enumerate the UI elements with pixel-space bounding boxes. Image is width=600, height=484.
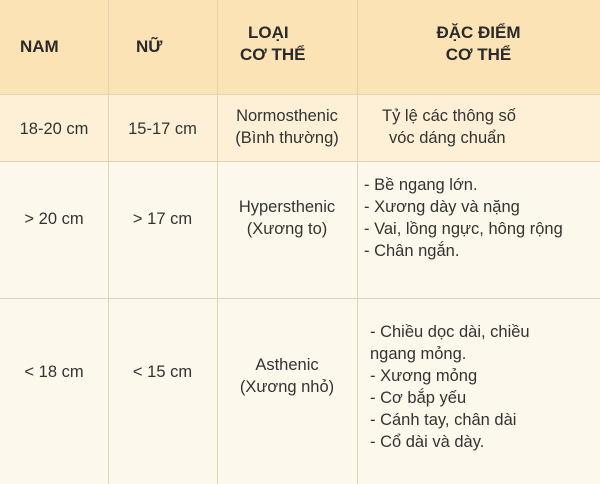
- row2-nam: > 20 cm: [24, 210, 84, 228]
- row1-nu: 15-17 cm: [128, 120, 197, 138]
- trait-line: - Bề ngang lớn.: [364, 176, 478, 194]
- header-loai: [240, 22, 306, 66]
- trait-line: vóc dáng chuẩn: [389, 129, 506, 147]
- trait-line: - Chiều dọc dài, chiều: [370, 323, 530, 341]
- trait-line: ngang mỏng.: [370, 345, 467, 363]
- row-divider: [0, 161, 600, 162]
- row3-nu: < 15 cm: [132, 363, 193, 381]
- row2-traits: [364, 174, 563, 262]
- row2-type: [217, 196, 357, 240]
- row3-traits: [370, 321, 530, 453]
- header-loai-line1: LOẠI: [248, 23, 289, 42]
- row1-type-en: Normosthenic: [236, 107, 338, 125]
- trait-line: - Xương mỏng: [370, 367, 478, 385]
- column-divider: [217, 0, 218, 484]
- trait-line: Tỷ lệ các thông số: [382, 107, 516, 125]
- trait-line: - Vai, lồng ngực, hông rộng: [364, 220, 563, 238]
- header-dacdiem: [357, 22, 600, 66]
- header-nam: NAM: [20, 37, 59, 56]
- header-nu: NỮ: [136, 37, 163, 56]
- row-divider: [0, 94, 600, 95]
- column-divider: [357, 0, 358, 484]
- column-divider: [108, 0, 109, 484]
- row3-nam: < 18 cm: [24, 363, 84, 381]
- trait-line: - Cơ bắp yếu: [370, 389, 467, 407]
- row1-type: [217, 105, 357, 149]
- trait-line: - Xương dày và nặng: [364, 198, 520, 216]
- row3-type-en: Asthenic: [255, 356, 319, 374]
- row-divider: [0, 298, 600, 299]
- row2-nu: > 17 cm: [132, 210, 193, 228]
- row1-traits: [382, 105, 516, 149]
- header-loai-line2: CƠ THỂ: [240, 45, 306, 64]
- row3-type-vi: (Xương nhỏ): [239, 378, 335, 396]
- trait-line: - Cánh tay, chân dài: [370, 411, 517, 429]
- row2-type-en: Hypersthenic: [238, 198, 336, 216]
- row1-nam: 18-20 cm: [19, 120, 89, 138]
- header-dacdiem-line1: ĐẶC ĐIỂM: [436, 23, 521, 42]
- trait-line: - Cổ dài và dày.: [370, 433, 485, 451]
- row3-type: [217, 354, 357, 398]
- header-dacdiem-line2: CƠ THỂ: [445, 45, 512, 64]
- row1-type-vi: (Bình thường): [235, 129, 339, 147]
- row2-type-vi: (Xương to): [246, 220, 328, 238]
- trait-line: - Chân ngắn.: [364, 242, 460, 260]
